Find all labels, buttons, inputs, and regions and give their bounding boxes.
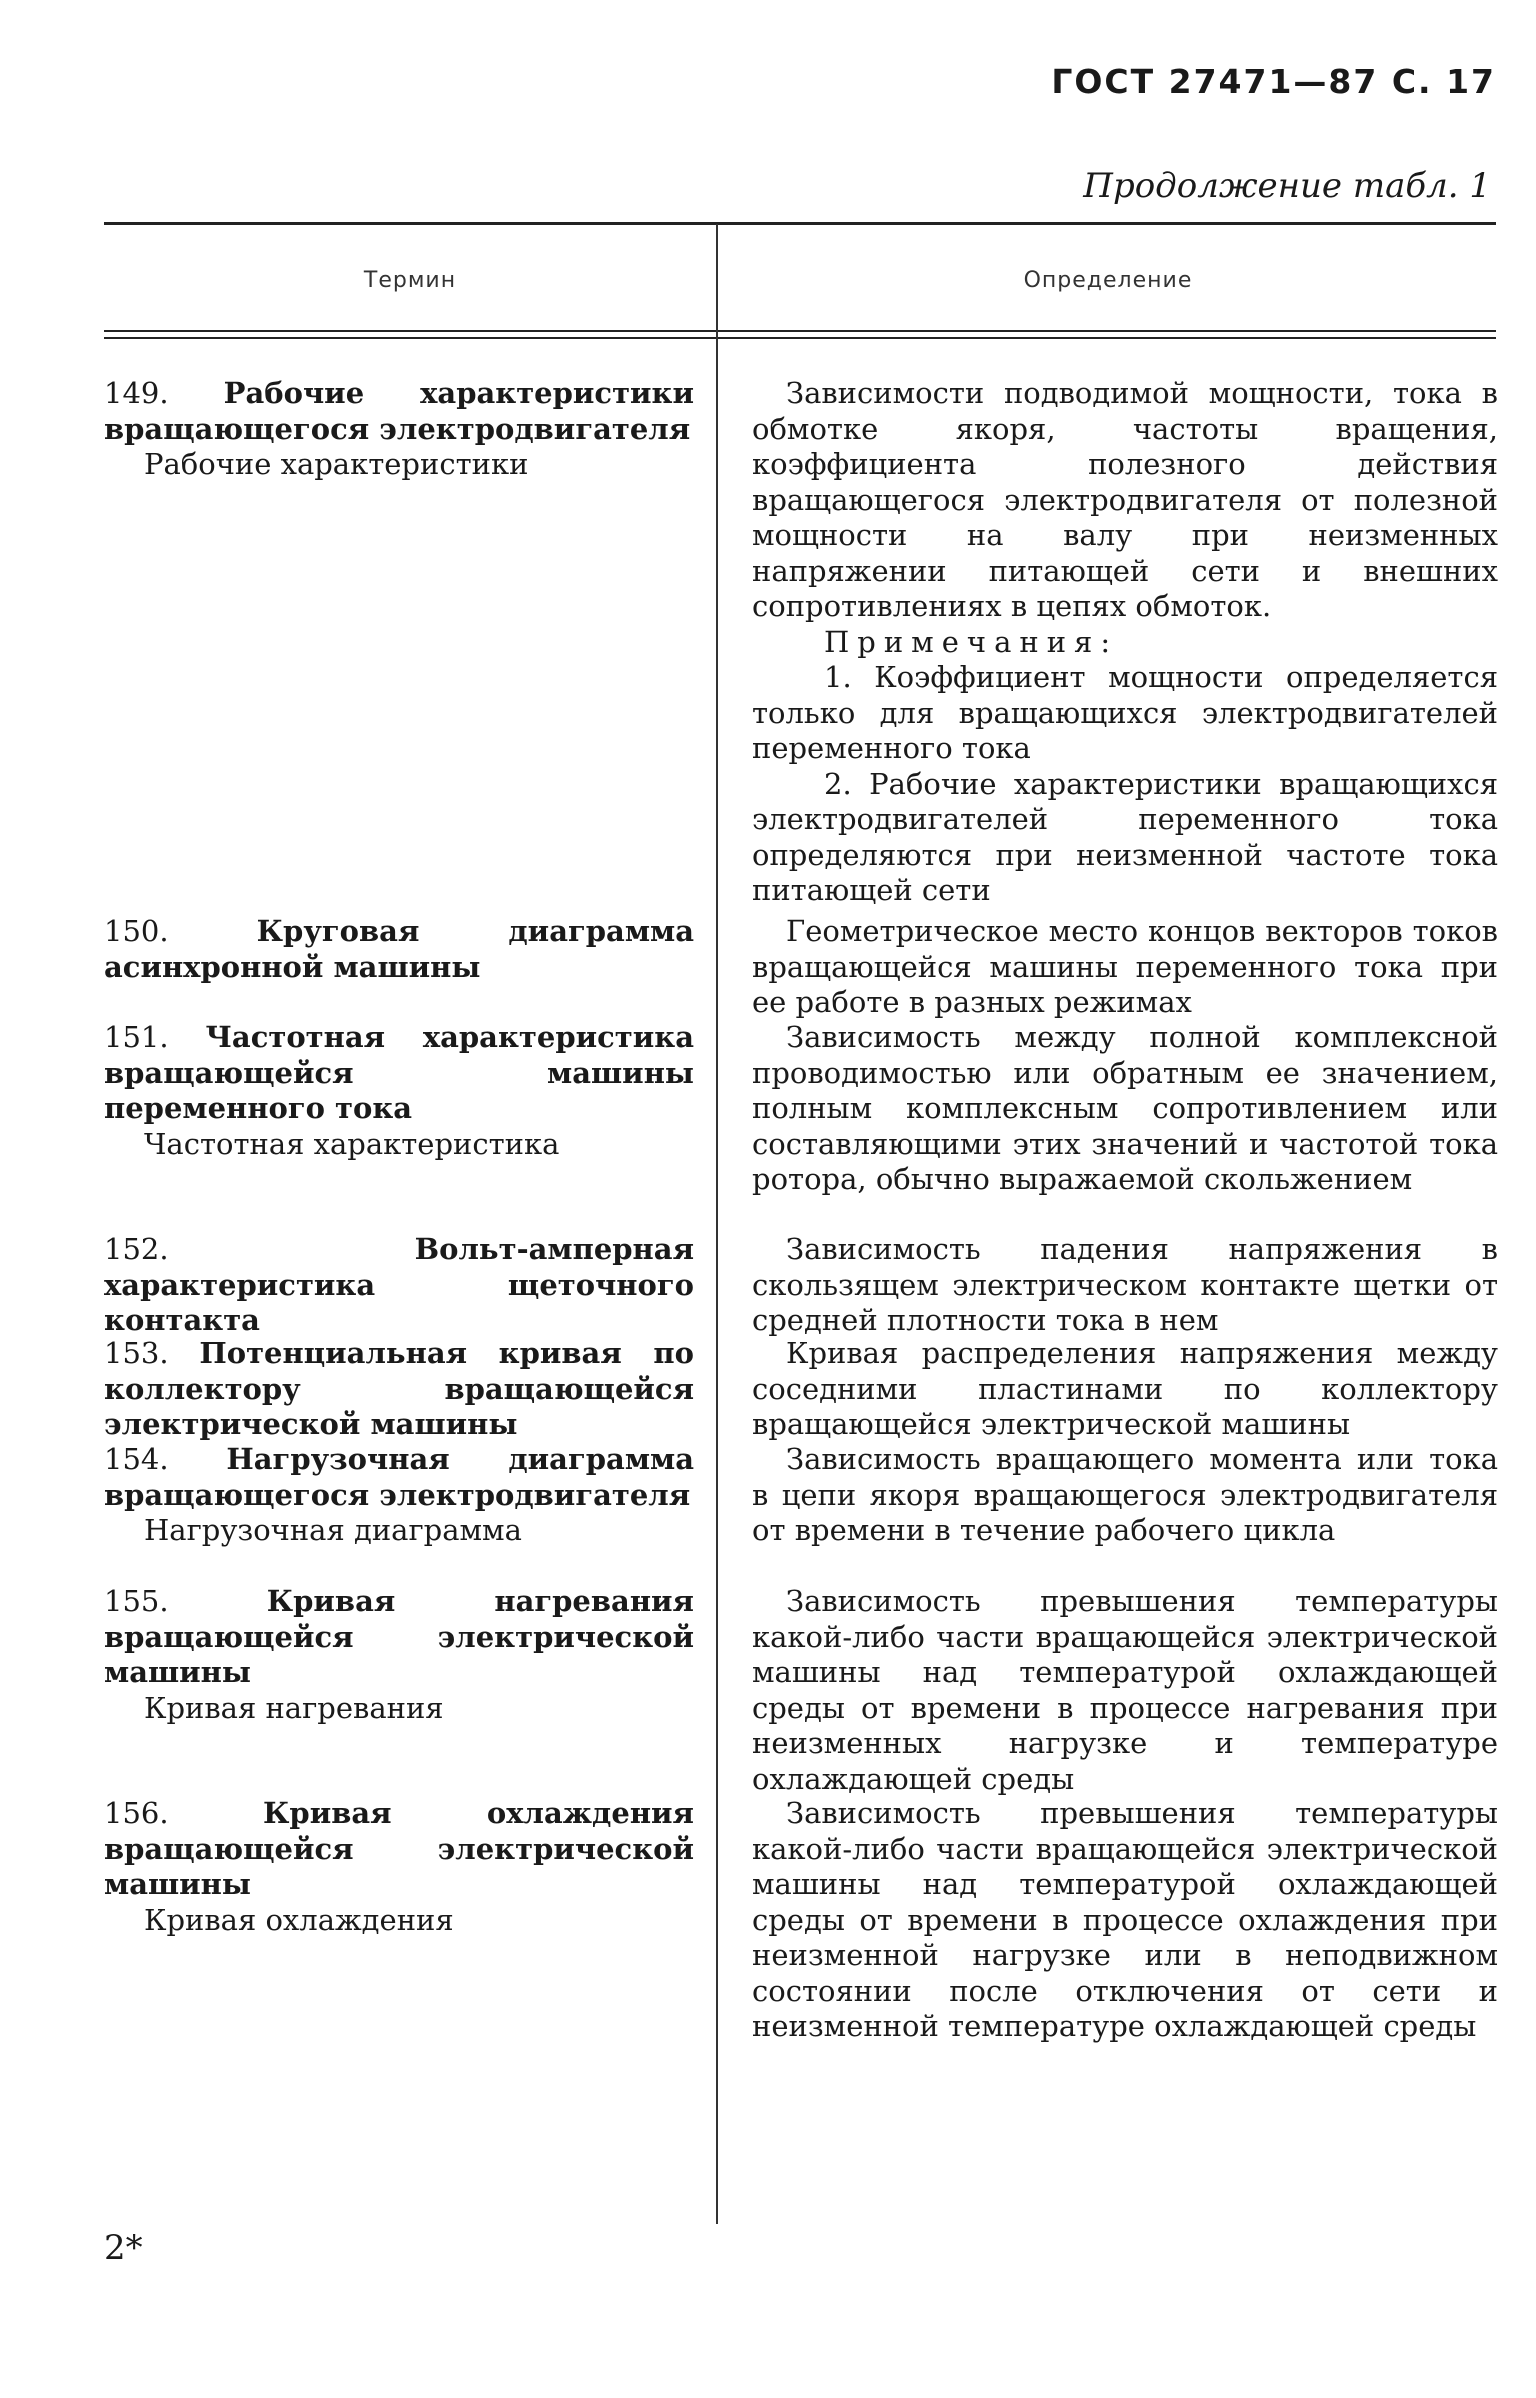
definition-text: Зависимость между полной комплексной проводимостью или обратным ее значением, полным комплексным сопротивлением или составляющими этих значений и частотой тока ротора, обычно выражаемой скольжением [752,1020,1498,1196]
term-number: 154. [104,1442,227,1476]
term-155 [104,1584,694,1726]
definition-text: Зависимость падения напряжения в скользящем электрическом контакте щетки от средней плотности тока в нем [752,1232,1498,1337]
definition-text: Зависимости подводимой мощности, тока в обмотке якоря, частоты вращения, коэффициента полезного действия вращающегося электродвигателя от полезной мощности на валу при неизменных напряжении питающей сети и внешних сопротивлениях в цепях обмоток. [752,376,1498,623]
term-short-form: Кривая охлаждения [144,1902,454,1937]
note-1: 1. Коэффициент мощности определяется только для вращающихся электродвигателей переменного тока [752,660,1498,765]
term-name: Вольт-амперная характеристика щеточного контакта [104,1232,694,1337]
definition-152 [752,1232,1498,1339]
term-number: 152. [104,1232,415,1266]
column-header-terms: Термин [363,268,457,293]
definition-149 [752,376,1498,909]
term-151 [104,1020,694,1162]
term-150 [104,914,694,985]
definition-156 [752,1796,1498,2045]
column-divider [716,224,718,2224]
table-continuation-label: Продолжение табл. 1 [1083,166,1491,206]
definition-153 [752,1336,1498,1443]
column-header-definitions: Определение [1023,268,1193,293]
term-number: 150. [104,914,257,948]
term-149 [104,376,694,483]
term-152 [104,1232,694,1339]
term-short-form: Нагрузочная диаграмма [144,1513,522,1547]
definition-text: Зависимость превышения температуры какой-либо части вращающейся электрической машины над температурой охлаждающей среды от времени в процессе охлаждения при неизменной нагрузке или в неподвижном состоянии после отключения от сети и неизменной температуре охлаждающей среды [752,1796,1498,2043]
term-number: 153. [104,1336,200,1370]
definition-151 [752,1020,1498,1198]
term-name: Потенциальная кривая по коллектору вращающейся электрической машины [104,1336,694,1441]
definition-text: Зависимость превышения температуры какой-либо части вращающейся электрической машины над температурой охлаждающей среды от времени в процессе нагревания при неизменных нагрузке и температуре охлаждающей среды [752,1584,1498,1796]
definition-150 [752,914,1498,1021]
term-name: Кривая нагревания вращающейся электрической машины [104,1584,694,1689]
definition-154 [752,1442,1498,1549]
term-156 [104,1796,694,1938]
term-number: 156. [104,1796,264,1830]
term-number: 151. [104,1020,206,1054]
term-153 [104,1336,694,1443]
page-header-doc-ref: ГОСТ 27471—87 С. 17 [1051,62,1496,101]
term-name: Нагрузочная диаграмма вращающегося электродвигателя [104,1442,694,1512]
table-header-rule [104,330,1496,332]
table-top-rule [104,222,1496,225]
definition-text: Зависимость вращающего момента или тока в цепи якоря вращающегося электродвигателя от времени в течение рабочего цикла [752,1442,1498,1547]
term-name: Частотная характеристика вращающейся машины переменного тока [104,1020,694,1125]
term-number: 155. [104,1584,267,1618]
page-footer-mark: 2* [104,2228,143,2268]
term-short-form: Кривая нагревания [144,1690,444,1725]
definition-text: Геометрическое место концов векторов токов вращающейся машины переменного тока при ее работе в разных режимах [752,914,1498,1019]
definition-text: Кривая распределения напряжения между соседними пластинами по коллектору вращающейся электрической машины [752,1336,1498,1441]
term-name: Круговая диаграмма асинхронной машины [104,914,694,984]
table-header-rule-double [104,337,1496,339]
notes-title: Примечания: [824,624,1119,659]
term-number: 149. [104,376,224,410]
note-2: 2. Рабочие характеристики вращающихся электродвигателей переменного тока определяются при неизменной частоте тока питающей сети [752,766,1498,907]
term-short-form: Частотная характеристика [144,1126,560,1161]
definition-155 [752,1584,1498,1797]
term-154 [104,1442,694,1549]
term-name: Рабочие характеристики вращающегося электродвигателя [104,376,694,446]
term-name: Кривая охлаждения вращающейся электрической машины [104,1796,694,1901]
term-short-form: Рабочие характеристики [144,447,529,481]
